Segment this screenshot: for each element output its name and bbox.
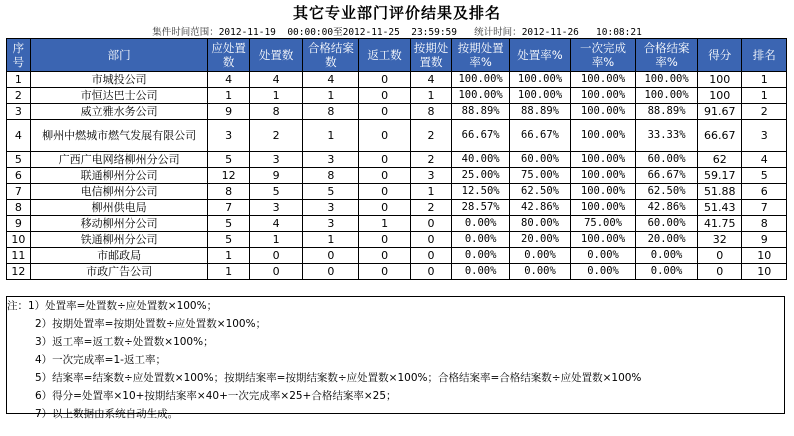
cell-rate: 0.00% — [510, 264, 571, 280]
header-due: 应处置数 — [208, 39, 249, 72]
cell-no: 8 — [7, 200, 31, 216]
cell-rework: 0 — [359, 264, 411, 280]
cell-score: 59.17 — [698, 168, 742, 184]
cell-due: 1 — [208, 264, 249, 280]
report-title: 其它专业部门评价结果及排名 — [292, 4, 501, 22]
cell-first-rate: 100.00% — [571, 120, 636, 152]
table-row — [7, 184, 787, 200]
cell-due: 1 — [208, 248, 249, 264]
cell-score: 41.75 — [698, 216, 742, 232]
cell-qual-rate: 88.89% — [636, 104, 698, 120]
header-score: 得分 — [698, 39, 742, 72]
table-row — [7, 216, 787, 232]
note-line: 5）结案率=结案数÷应处置数×100%；按期结案率=按期结案数÷应处置数×100%；合格结案率=合格结案数÷应处置数×100% — [35, 372, 642, 384]
cell-ontime: 0 — [410, 264, 451, 280]
header-qualified: 合格结案数 — [303, 39, 359, 72]
cell-due: 8 — [208, 184, 249, 200]
cell-score: 51.43 — [698, 200, 742, 216]
cell-rate: 20.00% — [510, 232, 571, 248]
cell-ontime: 8 — [410, 104, 451, 120]
cell-qual-rate: 60.00% — [636, 152, 698, 168]
range-sep: 至 — [333, 27, 343, 38]
cell-score: 100 — [698, 72, 742, 88]
cell-first-rate: 0.00% — [571, 248, 636, 264]
cell-rework: 0 — [359, 152, 411, 168]
cell-rank: 2 — [742, 104, 787, 120]
cell-no: 6 — [7, 168, 31, 184]
cell-qual-rate: 42.86% — [636, 200, 698, 216]
table-row — [7, 232, 787, 248]
cell-ontime: 0 — [410, 248, 451, 264]
cell-qualified: 3 — [303, 216, 359, 232]
note-line: 7）以上数据由系统自动生成。 — [35, 408, 179, 420]
cell-dept: 柳州中燃城市燃气发展有限公司 — [30, 120, 208, 152]
cell-rate: 88.89% — [510, 104, 571, 120]
cell-due: 5 — [208, 152, 249, 168]
cell-ontime-rate: 0.00% — [452, 216, 510, 232]
range-label: 集件时间范围： — [152, 27, 219, 38]
cell-no: 5 — [7, 152, 31, 168]
cell-qual-rate: 0.00% — [636, 248, 698, 264]
cell-no: 7 — [7, 184, 31, 200]
cell-rank: 9 — [742, 232, 787, 248]
cell-ontime: 2 — [410, 120, 451, 152]
cell-score: 62 — [698, 152, 742, 168]
cell-rank: 4 — [742, 152, 787, 168]
cell-qualified: 4 — [303, 72, 359, 88]
range-end: 2012-11-25 23:59:59 — [342, 27, 457, 38]
note-line: 3）返工率=返工数÷处置数×100%； — [35, 336, 214, 348]
cell-due: 5 — [208, 216, 249, 232]
cell-rework: 0 — [359, 200, 411, 216]
table-row — [7, 120, 787, 152]
header-dept: 部门 — [30, 39, 208, 72]
note-line: 2）按期处置率=按期处置数÷应处置数×100%； — [35, 318, 267, 330]
cell-no: 2 — [7, 88, 31, 104]
cell-qualified: 1 — [303, 120, 359, 152]
cell-rank: 10 — [742, 248, 787, 264]
cell-handled: 9 — [249, 168, 303, 184]
cell-score: 66.67 — [698, 120, 742, 152]
cell-handled: 5 — [249, 184, 303, 200]
range-start: 2012-11-19 00:00:00 — [218, 27, 334, 38]
cell-no: 1 — [7, 72, 31, 88]
cell-dept: 移动柳州分公司 — [30, 216, 208, 232]
cell-first-rate: 100.00% — [571, 184, 636, 200]
cell-due: 4 — [208, 72, 249, 88]
cell-qual-rate: 66.67% — [636, 168, 698, 184]
cell-rework: 0 — [359, 104, 411, 120]
cell-rework: 0 — [359, 232, 411, 248]
cell-ontime: 2 — [410, 152, 451, 168]
cell-ontime: 0 — [410, 232, 451, 248]
cell-handled: 3 — [249, 152, 303, 168]
cell-rework: 0 — [359, 88, 411, 104]
header-rank: 排名 — [742, 39, 787, 72]
cell-rank: 1 — [742, 72, 787, 88]
cell-qual-rate: 62.50% — [636, 184, 698, 200]
note-line: 6）得分=处置率×10+按期结案率×40+一次完成率×25+合格结案率×25； — [35, 390, 397, 402]
cell-ontime-rate: 40.00% — [452, 152, 510, 168]
cell-ontime-rate: 88.89% — [452, 104, 510, 120]
cell-ontime-rate: 28.57% — [452, 200, 510, 216]
header-handled: 处置数 — [249, 39, 303, 72]
cell-rank: 3 — [742, 120, 787, 152]
cell-rate: 66.67% — [510, 120, 571, 152]
cell-rank: 1 — [742, 88, 787, 104]
cell-qual-rate: 0.00% — [636, 264, 698, 280]
cell-no: 9 — [7, 216, 31, 232]
cell-first-rate: 75.00% — [571, 216, 636, 232]
cell-no: 4 — [7, 120, 31, 152]
cell-due: 3 — [208, 120, 249, 152]
cell-ontime: 1 — [410, 88, 451, 104]
cell-handled: 4 — [249, 72, 303, 88]
cell-ontime-rate: 25.00% — [452, 168, 510, 184]
cell-first-rate: 100.00% — [571, 168, 636, 184]
cell-qual-rate: 100.00% — [636, 88, 698, 104]
table-row — [7, 248, 787, 264]
cell-qualified: 8 — [303, 168, 359, 184]
cell-rate: 42.86% — [510, 200, 571, 216]
table-row — [7, 152, 787, 168]
cell-no: 11 — [7, 248, 31, 264]
header-rate: 处置率% — [510, 39, 571, 72]
table-body — [7, 72, 787, 280]
cell-ontime-rate: 0.00% — [452, 232, 510, 248]
cell-rank: 5 — [742, 168, 787, 184]
cell-dept: 联通柳州分公司 — [30, 168, 208, 184]
cell-first-rate: 100.00% — [571, 88, 636, 104]
cell-qual-rate: 33.33% — [636, 120, 698, 152]
cell-ontime: 1 — [410, 184, 451, 200]
cell-ontime-rate: 66.67% — [452, 120, 510, 152]
cell-dept: 市恒达巴士公司 — [30, 88, 208, 104]
cell-rate: 80.00% — [510, 216, 571, 232]
cell-handled: 0 — [249, 248, 303, 264]
header-ontime-rate: 按期处置率% — [452, 39, 510, 72]
cell-dept: 市邮政局 — [30, 248, 208, 264]
cell-handled: 1 — [249, 232, 303, 248]
table-row — [7, 264, 787, 280]
cell-due: 9 — [208, 104, 249, 120]
cell-rate: 62.50% — [510, 184, 571, 200]
cell-rework: 0 — [359, 120, 411, 152]
report-meta — [0, 24, 794, 38]
cell-qualified: 5 — [303, 184, 359, 200]
cell-score: 100 — [698, 88, 742, 104]
cell-qualified: 1 — [303, 88, 359, 104]
cell-no: 12 — [7, 264, 31, 280]
stat-label: 统计时间： — [474, 27, 522, 38]
cell-dept: 电信柳州分公司 — [30, 184, 208, 200]
header-ontime: 按期处置数 — [410, 39, 451, 72]
cell-first-rate: 100.00% — [571, 200, 636, 216]
note-line: 4）一次完成率=1-返工率； — [35, 354, 166, 366]
cell-score: 51.88 — [698, 184, 742, 200]
cell-score: 0 — [698, 264, 742, 280]
cell-ontime: 0 — [410, 216, 451, 232]
cell-rework: 0 — [359, 72, 411, 88]
cell-dept: 威立雅水务公司 — [30, 104, 208, 120]
cell-due: 1 — [208, 88, 249, 104]
note-line: 注：1）处置率=处置数÷应处置数×100%； — [7, 300, 218, 312]
cell-dept: 广西广电网络柳州分公司 — [30, 152, 208, 168]
cell-handled: 1 — [249, 88, 303, 104]
cell-handled: 8 — [249, 104, 303, 120]
table-row — [7, 104, 787, 120]
cell-rework: 0 — [359, 168, 411, 184]
cell-ontime-rate: 0.00% — [452, 248, 510, 264]
cell-rate: 75.00% — [510, 168, 571, 184]
cell-dept: 铁通柳州分公司 — [30, 232, 208, 248]
cell-dept: 市政广告公司 — [30, 264, 208, 280]
cell-handled: 3 — [249, 200, 303, 216]
cell-qualified: 1 — [303, 232, 359, 248]
cell-ontime-rate: 100.00% — [452, 88, 510, 104]
cell-due: 12 — [208, 168, 249, 184]
cell-first-rate: 100.00% — [571, 232, 636, 248]
cell-qualified: 8 — [303, 104, 359, 120]
cell-rate: 100.00% — [510, 72, 571, 88]
cell-dept: 柳州供电局 — [30, 200, 208, 216]
cell-first-rate: 100.00% — [571, 104, 636, 120]
cell-rank: 6 — [742, 184, 787, 200]
cell-no: 3 — [7, 104, 31, 120]
cell-ontime-rate: 100.00% — [452, 72, 510, 88]
cell-qualified: 3 — [303, 152, 359, 168]
cell-qual-rate: 60.00% — [636, 216, 698, 232]
cell-ontime: 2 — [410, 200, 451, 216]
notes-box — [6, 296, 785, 420]
header-rework: 返工数 — [359, 39, 411, 72]
stat-time: 2012-11-26 10:08:21 — [521, 27, 642, 38]
cell-score: 0 — [698, 248, 742, 264]
cell-no: 10 — [7, 232, 31, 248]
cell-rank: 7 — [742, 200, 787, 216]
cell-handled: 2 — [249, 120, 303, 152]
cell-qualified: 0 — [303, 248, 359, 264]
header-first-rate: 一次完成率% — [571, 39, 636, 72]
cell-qualified: 3 — [303, 200, 359, 216]
cell-qualified: 0 — [303, 264, 359, 280]
cell-rate: 60.00% — [510, 152, 571, 168]
cell-rate: 0.00% — [510, 248, 571, 264]
table-header-row — [7, 39, 787, 72]
cell-score: 91.67 — [698, 104, 742, 120]
table-row — [7, 200, 787, 216]
cell-ontime-rate: 12.50% — [452, 184, 510, 200]
cell-rework: 1 — [359, 216, 411, 232]
cell-rework: 0 — [359, 184, 411, 200]
cell-first-rate: 0.00% — [571, 264, 636, 280]
cell-handled: 0 — [249, 264, 303, 280]
cell-due: 5 — [208, 232, 249, 248]
cell-ontime: 3 — [410, 168, 451, 184]
cell-handled: 4 — [249, 216, 303, 232]
cell-dept: 市城投公司 — [30, 72, 208, 88]
cell-ontime-rate: 0.00% — [452, 264, 510, 280]
cell-score: 32 — [698, 232, 742, 248]
cell-rework: 0 — [359, 248, 411, 264]
table-row — [7, 88, 787, 104]
cell-qual-rate: 20.00% — [636, 232, 698, 248]
header-no: 序号 — [7, 39, 31, 72]
cell-rate: 100.00% — [510, 88, 571, 104]
cell-rank: 10 — [742, 264, 787, 280]
cell-ontime: 4 — [410, 72, 451, 88]
table-row — [7, 72, 787, 88]
cell-first-rate: 100.00% — [571, 72, 636, 88]
cell-rank: 8 — [742, 216, 787, 232]
ranking-table — [6, 38, 787, 280]
cell-due: 7 — [208, 200, 249, 216]
header-qual-rate: 合格结案率% — [636, 39, 698, 72]
cell-qual-rate: 100.00% — [636, 72, 698, 88]
cell-first-rate: 100.00% — [571, 152, 636, 168]
table-row — [7, 168, 787, 184]
